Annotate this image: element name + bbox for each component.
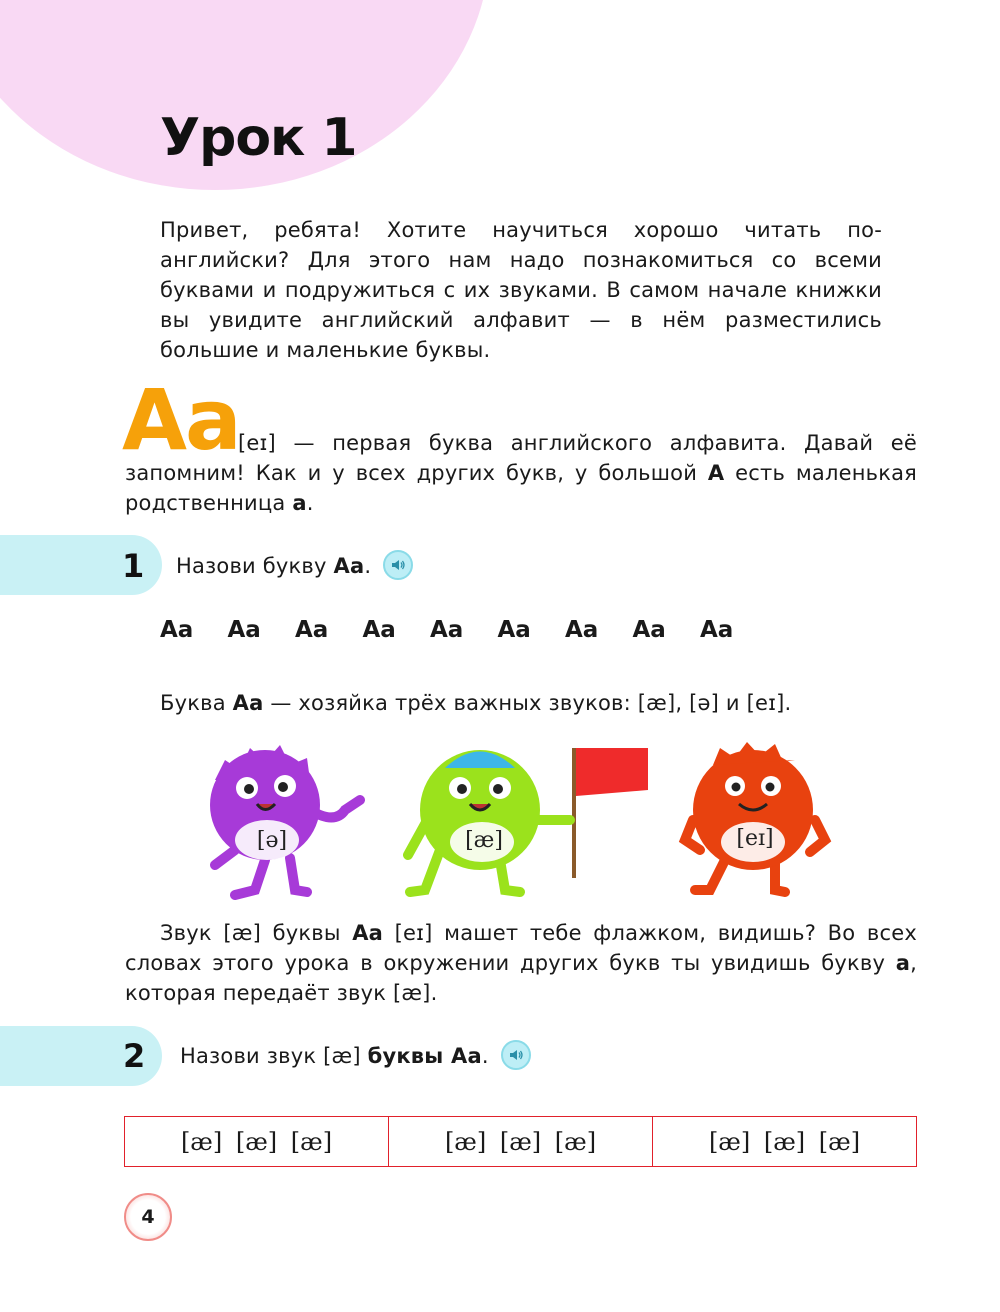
letter-paragraph: [eɪ] — первая буква английского алфавита. Давай её запомним! Как и у всех других букв, у большой A есть маленькая родственница a. [125,431,917,515]
sound-paragraph: Звук [æ] буквы Aa [eɪ] машет тебе флажком, видишь? Во всех словах этого урока в окружении других букв ты увидишь букву a, которая передаёт звук [æ]. [125,921,917,1005]
task-number-1: 1 [122,547,145,585]
page-title: Урок 1 [160,108,357,168]
aa-letter: Aa [295,617,329,643]
big-letter: Aa [122,371,240,469]
purple-monster-illustration [195,740,375,900]
monster-label-1: [ə] [256,828,288,853]
monster-label-2: [æ] [465,828,503,853]
green-monster-illustration [400,740,660,900]
aa-letter: Aa [565,617,599,643]
grid-cell: [æ] [æ] [æ] [125,1117,389,1166]
sound-grid [124,1116,917,1167]
task-2-text: Назови звук [æ] буквы Aa. [180,1041,531,1072]
monster-label-3: [eɪ] [736,826,774,851]
task-number-2: 2 [123,1037,146,1075]
task-1-text: Назови букву Aa. [176,551,413,582]
orange-monster-illustration [675,740,835,900]
aa-letter: Aa [497,617,531,643]
aa-letter: Aa [160,617,194,643]
aa-letter: Aa [362,617,396,643]
aa-row [160,617,768,643]
grid-cell: [æ] [æ] [æ] [389,1117,653,1166]
sounds-paragraph: Буква Aa — хозяйка трёх важных звуков: [æ], [ə] и [eɪ]. [160,691,792,715]
speaker-icon[interactable] [501,1040,531,1070]
aa-letter: Aa [430,617,464,643]
aa-letter: Aa [700,617,734,643]
aa-letter: Aa [227,617,261,643]
aa-letter: Aa [632,617,666,643]
intro-paragraph: Привет, ребята! Хотите научиться хорошо читать по-английски? Для этого нам надо познакомиться со всеми буквами и подружиться с их звуками. В самом начале книжки вы увидите английский алфавит — в нём разместились большие и маленькие буквы. [160,218,882,362]
grid-cell: [æ] [æ] [æ] [708,1127,861,1156]
speaker-icon[interactable] [383,550,413,580]
page-number: 4 [124,1193,172,1241]
